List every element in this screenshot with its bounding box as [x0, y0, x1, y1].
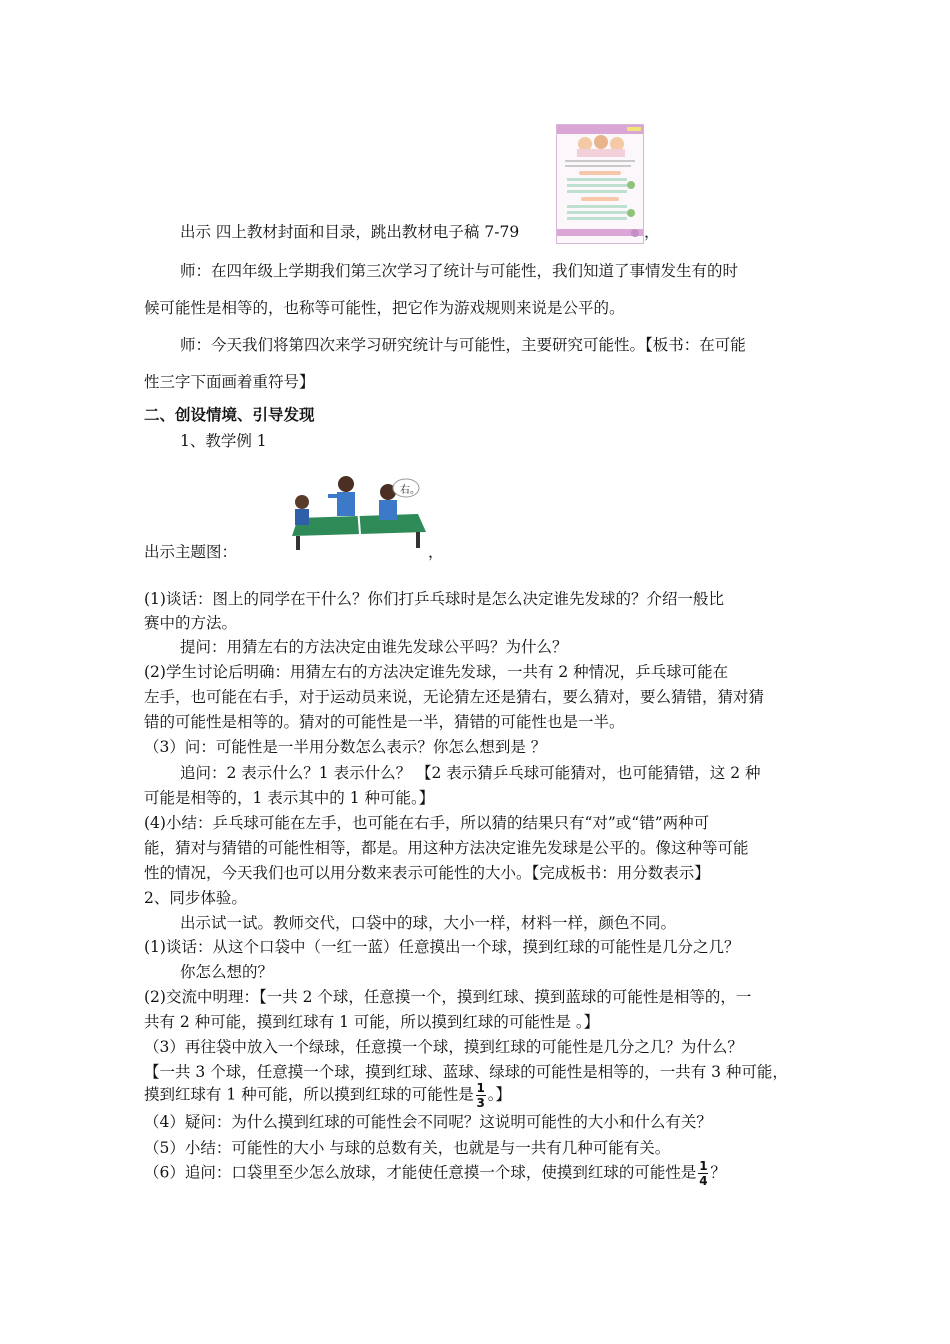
- textbook-page-thumbnail: [556, 124, 644, 244]
- body-line: 你怎么想的？: [180, 963, 274, 981]
- body-line: 提问：用猜左右的方法决定由谁先发球公平吗？为什么？: [180, 638, 568, 656]
- teacher-line-2a: 师：今天我们将第四次来学习研究统计与可能性，主要研究可能性。【板书：在可能: [180, 336, 746, 354]
- body-line: （4）疑问：为什么摸到红球的可能性会不同呢？这说明可能性的大小和什么有关？: [144, 1113, 712, 1131]
- teacher-line-1a: 师：在四年级上学期我们第三次学习了统计与可能性，我们知道了事情发生有的时: [180, 262, 739, 280]
- fraction-one-quarter: $\frac{1}{4}$: [699, 1159, 708, 1188]
- example-1-label: 1、教学例 1: [180, 432, 267, 450]
- body-line: 可能是相等的，1 表示其中的 1 种可能。】: [144, 789, 435, 807]
- teacher-line-2b: 性三字下面画着重符号】: [144, 373, 315, 391]
- show-textbook-line: 出示 四上教材封面和目录，跳出教材电子稿 7-79: [180, 223, 520, 241]
- show-theme-label: 出示主题图：: [144, 543, 238, 561]
- body-line: (1)谈话：图上的同学在干什么？你们打乒乓球时是怎么决定谁先发球的？介绍一般比: [144, 590, 724, 608]
- body-line: (2)学生讨论后明确：用猜左右的方法决定谁先发球，一共有 2 种情况，乒乓球可能在: [144, 663, 729, 681]
- body-line: 2、同步体验。: [144, 889, 247, 907]
- teacher-line-1b: 候可能性是相等的，也称等可能性，把它作为游戏规则来说是公平的。: [144, 299, 625, 317]
- body-line: 能，猜对与猜错的可能性相等，都是。用这种方法决定谁先发球是公平的。像这种等可能: [144, 839, 749, 857]
- example-badge: 例1: [258, 476, 275, 487]
- section-2-heading: 二、创设情境、引导发现: [144, 406, 315, 424]
- body-line: 错的可能性是相等的。猜对的可能性是一半，猜错的可能性也是一半。: [144, 713, 625, 731]
- body-line: 共有 2 种可能，摸到红球有 1 可能，所以摸到红球的可能性是 。】: [144, 1013, 600, 1031]
- textbook-page-illustration: [557, 125, 643, 243]
- body-line: （5）小结：可能性的大小 与球的总数有关，也就是与一共有几种可能有关。: [144, 1139, 671, 1157]
- body-line: （3）再往袋中放入一个绿球，任意摸一个球，摸到红球的可能性是几分之几？为什么？: [144, 1038, 743, 1056]
- body-line: 出示试一试。教师交代，口袋中的球，大小一样，材料一样，颜色不同。: [180, 914, 677, 932]
- comma: ，: [644, 223, 660, 241]
- body-line: （3）问：可能性是一半用分数怎么表示？你怎么想到是 ？: [144, 738, 547, 756]
- body-line: (2)交流中明理：【一共 2 个球，任意摸一个，摸到红球、摸到蓝球的可能性是相等的，一: [144, 988, 752, 1006]
- body-line: 赛中的方法。: [144, 614, 238, 632]
- body-line: 【一共 3 个球，任意摸一个球，摸到红球、蓝球、绿球的可能性是相等的，一共有 3 种可能，: [144, 1063, 788, 1081]
- theme-comma: ，: [428, 543, 444, 561]
- body-line: 性的情况，今天我们也可以用分数来表示可能性的大小。【完成板书：用分数表示】: [144, 864, 710, 882]
- body-line: 左手，也可能在右手，对于运动员来说，无论猜左还是猜右，要么猜对，要么猜错，猜对猜: [144, 688, 765, 706]
- body-line: 追问：2 表示什么？1 表示什么？ 【2 表示猜乒乓球可能猜对，也可能猜错，这 2 种: [180, 764, 761, 782]
- fraction-one-third: $\frac{1}{3}$: [476, 1081, 485, 1110]
- body-line: (4)小结：乒乓球可能在左手，也可能在右手，所以猜的结果只有“对”或“错”两种可: [144, 814, 710, 832]
- body-line-fraction-quarter: （6）追问：口袋里至少怎么放球，才能使任意摸一个球，使摸到红球的可能性是 $\frac{1}{4}$ ？: [144, 1159, 726, 1188]
- body-line: (1)谈话：从这个口袋中（一红一蓝）任意摸出一个球，摸到红球的可能性是几分之几？: [144, 938, 740, 956]
- body-line-fraction-third: 摸到红球有 1 种可能，所以摸到红球的可能性是 $\frac{1}{3}$ 。】: [144, 1081, 511, 1110]
- ping-pong-illustration: [258, 468, 428, 553]
- speech-bubble-text: 右。: [400, 485, 420, 496]
